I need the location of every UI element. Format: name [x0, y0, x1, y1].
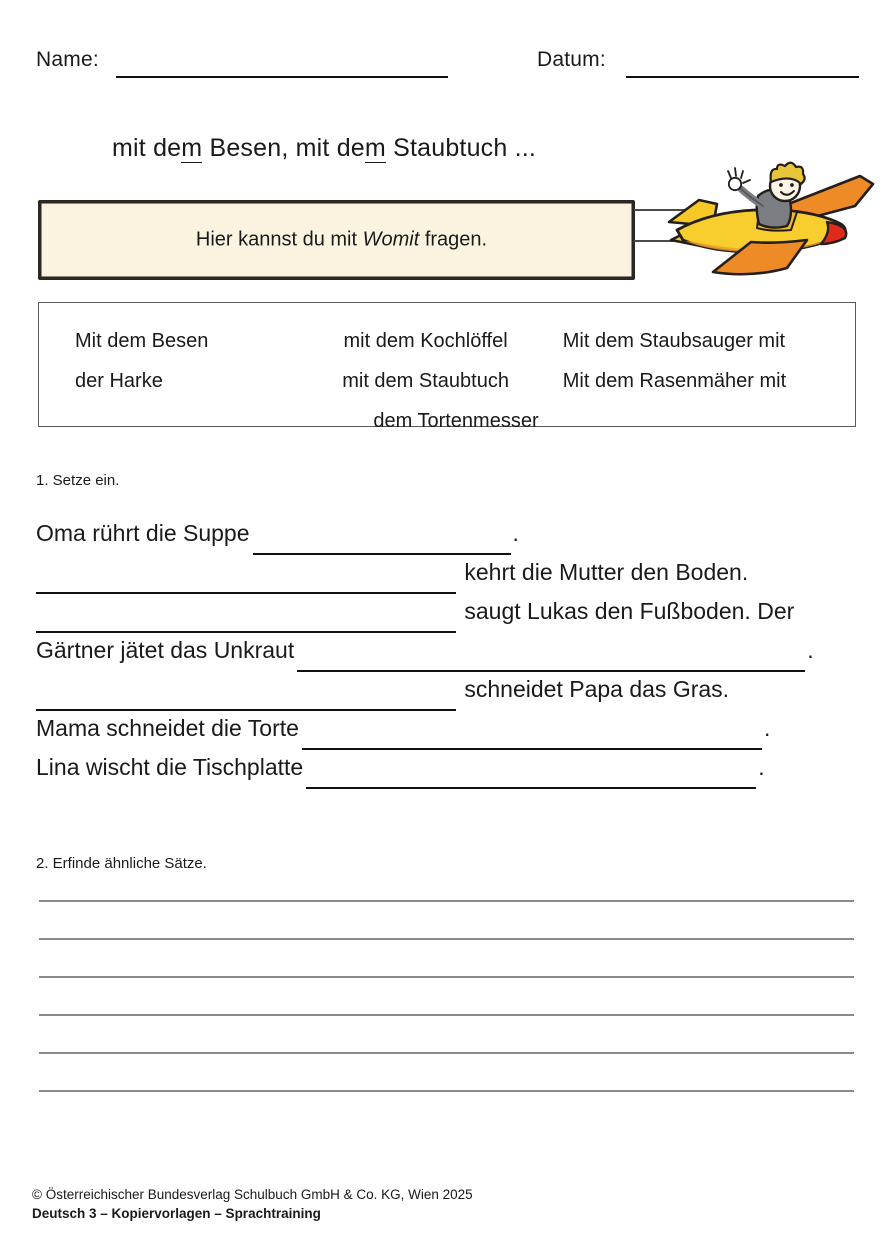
writing-line[interactable] — [39, 976, 854, 978]
sentence-after-blank: . — [763, 715, 771, 741]
answer-blank[interactable] — [36, 687, 456, 711]
series-title: Deutsch 3 – Kopiervorlagen – Sprachtraining — [32, 1206, 321, 1221]
word-bank-item: mit dem Kochlöffel — [343, 330, 508, 352]
word-bank-row — [39, 321, 855, 361]
tip-text-emphasis: Womit — [362, 228, 420, 251]
sentence-before-blank: Gärtner jätet das Unkraut — [36, 637, 295, 663]
word-bank-box — [38, 302, 856, 432]
sentence-before-blank: Oma rührt die Suppe — [36, 520, 250, 546]
writing-line[interactable] — [39, 938, 854, 940]
sentence-after-blank: schneidet Papa das Gras. — [464, 676, 730, 702]
word-bank-item: Mit dem Besen — [75, 330, 209, 352]
exercise-line — [36, 631, 856, 670]
answer-blank[interactable] — [253, 531, 511, 555]
exercise-line — [36, 709, 856, 748]
sentence-after-blank: . — [807, 637, 814, 663]
exercise-line — [36, 592, 856, 631]
sentence-before-blank: Lina wischt die Tischplatte — [36, 754, 304, 780]
answer-blank[interactable] — [297, 648, 805, 672]
sentence-after-blank: . — [512, 520, 519, 546]
exercise-line — [36, 670, 856, 709]
date-input-line[interactable] — [626, 76, 859, 78]
task-1-instruction: 1. Setze ein. — [36, 472, 120, 489]
title-underlined-m-2: m — [364, 134, 386, 162]
word-bank-grid — [39, 321, 855, 441]
answer-blank[interactable] — [302, 726, 762, 750]
sentence-after-blank: kehrt die Mutter den Boden. — [464, 559, 749, 585]
word-bank-item: mit dem Staubtuch — [342, 370, 509, 392]
answer-blank[interactable] — [306, 765, 756, 789]
sentence-after-blank: saugt Lukas den Fußboden. Der — [464, 598, 795, 624]
sentence-before-blank: Mama schneidet die Torte — [36, 715, 299, 741]
tip-banner — [38, 200, 635, 280]
answer-blank[interactable] — [36, 609, 456, 633]
task-1-sentences — [36, 514, 856, 787]
writing-line[interactable] — [39, 900, 854, 902]
exercise-line — [36, 514, 856, 553]
word-bank-item: Mit dem Staubsauger mit — [562, 330, 786, 352]
date-label: Datum: — [537, 48, 606, 71]
word-bank-item: dem Tortenmesser — [373, 410, 539, 432]
word-bank-item: Mit dem Rasenmäher mit — [562, 370, 787, 392]
title-underlined-m-1: m — [181, 134, 203, 162]
airplane-icon — [655, 160, 885, 290]
exercise-line — [36, 748, 856, 787]
airplane-illustration — [655, 160, 885, 290]
answer-blank[interactable] — [36, 570, 456, 594]
exercise-line — [36, 553, 856, 592]
sentence-after-blank: . — [758, 754, 765, 780]
word-bank-item: der Harke — [75, 370, 163, 392]
copyright-text: © Österreichischer Bundesverlag Schulbuch GmbH & Co. KG, Wien 2025 — [32, 1187, 473, 1202]
tip-text-before: Hier kannst du mit — [195, 228, 363, 251]
title-part-2: Besen, mit de — [202, 134, 365, 162]
task-2-writing-area — [39, 900, 854, 1128]
word-bank-row — [39, 361, 855, 401]
name-input-line[interactable] — [116, 76, 448, 78]
page-title — [112, 134, 536, 163]
name-label: Name: — [36, 48, 99, 71]
title-part-1: mit de — [112, 134, 182, 162]
writing-line[interactable] — [39, 1052, 854, 1054]
tip-banner-text — [41, 229, 632, 252]
task-2-instruction: 2. Erfinde ähnliche Sätze. — [36, 855, 207, 872]
writing-line[interactable] — [39, 1014, 854, 1016]
title-part-3: Staubtuch ... — [385, 134, 537, 162]
page-footer — [32, 1185, 473, 1223]
writing-line[interactable] — [39, 1090, 854, 1092]
tip-text-after: fragen. — [419, 228, 488, 251]
